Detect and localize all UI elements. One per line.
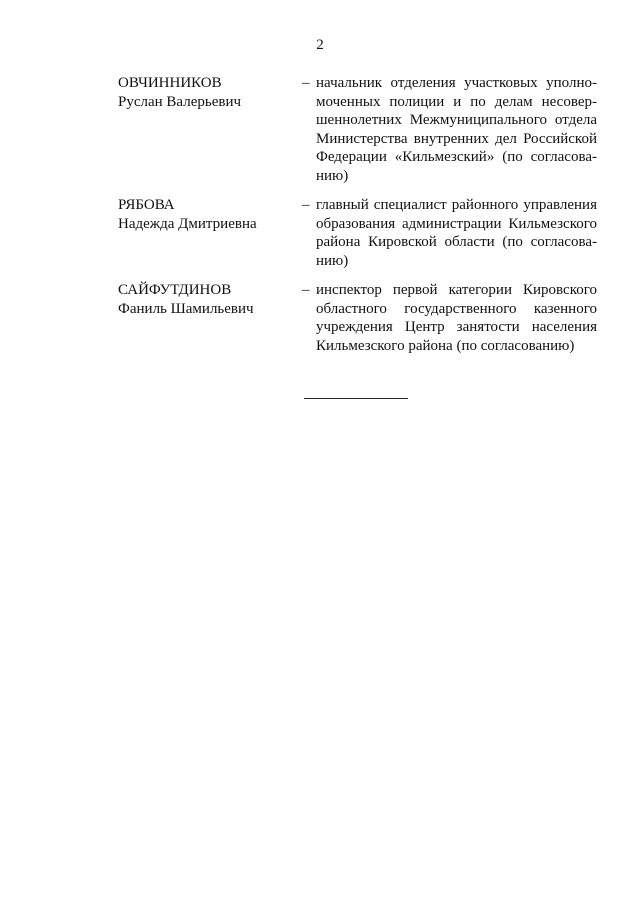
position-line: начальник отделения участковых уполно- xyxy=(316,75,597,91)
position-line: Министерства внутренних дел Российской xyxy=(316,130,597,147)
position-line: Кильмезского района (по согласованию) xyxy=(316,337,575,354)
member-surname: ОВЧИННИКОВ xyxy=(118,75,222,91)
member-position xyxy=(316,74,597,185)
position-line: областного государственного казенного xyxy=(316,300,597,317)
end-of-list-rule xyxy=(304,398,408,399)
position-line: образования администрации Кильмезского xyxy=(316,215,597,232)
member-position xyxy=(316,196,597,270)
position-line: главный специалист районного управления xyxy=(316,197,597,213)
member-given-names: Надежда Дмитриевна xyxy=(118,215,257,232)
dash-separator: – xyxy=(302,75,310,91)
member-name xyxy=(118,281,303,318)
position-line: моченных полиции и по делам несовер- xyxy=(316,93,597,110)
member-name xyxy=(118,74,303,111)
position-line: нию) xyxy=(316,252,349,269)
page-number: 2 xyxy=(316,37,324,53)
position-line: инспектор первой категории Кировского xyxy=(316,282,597,298)
dash-separator: – xyxy=(302,197,310,213)
position-line: нию) xyxy=(316,167,349,184)
member-given-names: Фаниль Шамильевич xyxy=(118,300,254,317)
position-line: района Кировской области (по согласова- xyxy=(316,234,597,250)
position-line: Федерации «Кильмезский» (по согласова- xyxy=(316,149,597,165)
dash-separator: – xyxy=(302,282,310,298)
member-surname: РЯБОВА xyxy=(118,197,175,213)
member-position xyxy=(316,281,597,355)
position-line: шеннолетних Межмуниципального отдела xyxy=(316,112,597,128)
member-surname: САЙФУТДИНОВ xyxy=(118,282,232,298)
position-line: учреждения Центр занятости населения xyxy=(316,319,597,335)
member-name xyxy=(118,196,303,233)
member-given-names: Руслан Валерьевич xyxy=(118,93,242,110)
